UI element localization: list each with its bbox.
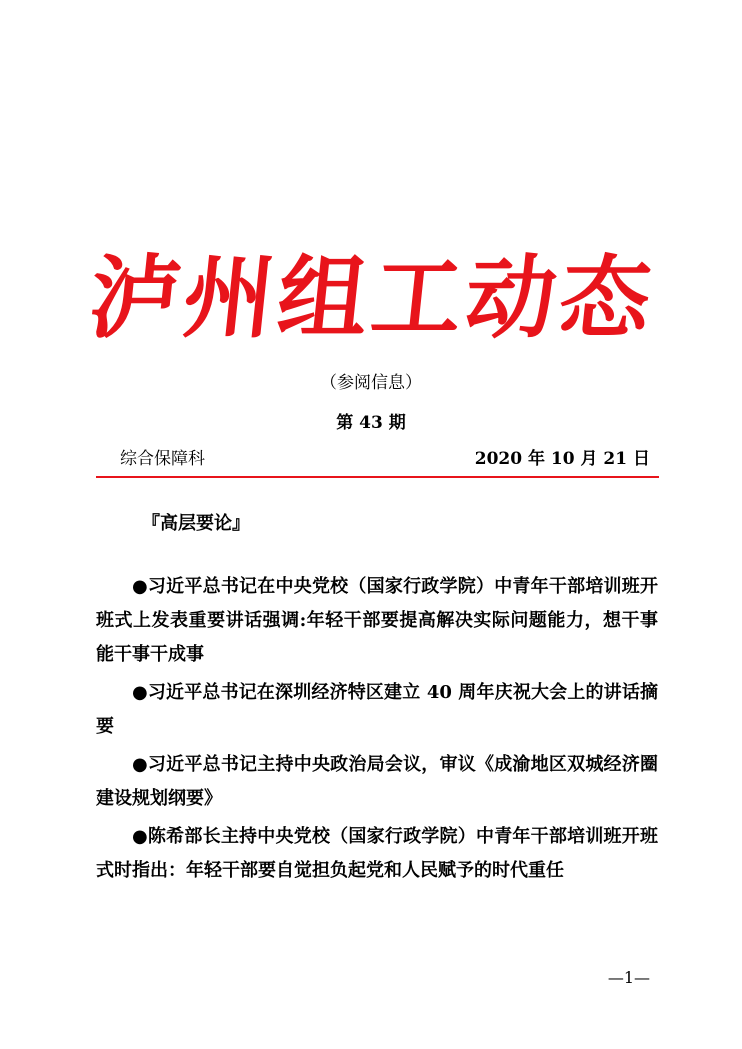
document-subtitle: （参阅信息）	[320, 373, 422, 393]
red-divider	[96, 476, 659, 478]
headline-item: ●习近平总书记主持中央政治局会议，审议《成渝地区双城经济圈建设规划纲要》	[96, 754, 658, 809]
headline-item: ●习近平总书记在深圳经济特区建立 40 周年庆祝大会上的讲话摘要	[96, 682, 658, 737]
page-number: —1—	[607, 968, 650, 987]
headline-item: ●陈希部长主持中央党校（国家行政学院）中青年干部培训班开班式时指出：年轻干部要自觉担负起党和人民赋予的时代重任	[96, 826, 658, 881]
department-label: 综合保障科	[120, 449, 205, 469]
issue-date: 2020 年 10 月 21 日	[474, 449, 650, 469]
headline-item: ●习近平总书记在中央党校（国家行政学院）中青年干部培训班开班式上发表重要讲话强调:年轻干部要提高解决实际问题能力，想干事能干事干成事	[96, 576, 658, 665]
section-heading: 『高层要论』	[142, 513, 250, 534]
masthead-title: 泸州组工动态	[84, 245, 660, 351]
issue-number: 第 43 期	[336, 413, 406, 433]
headline-list	[96, 570, 658, 892]
